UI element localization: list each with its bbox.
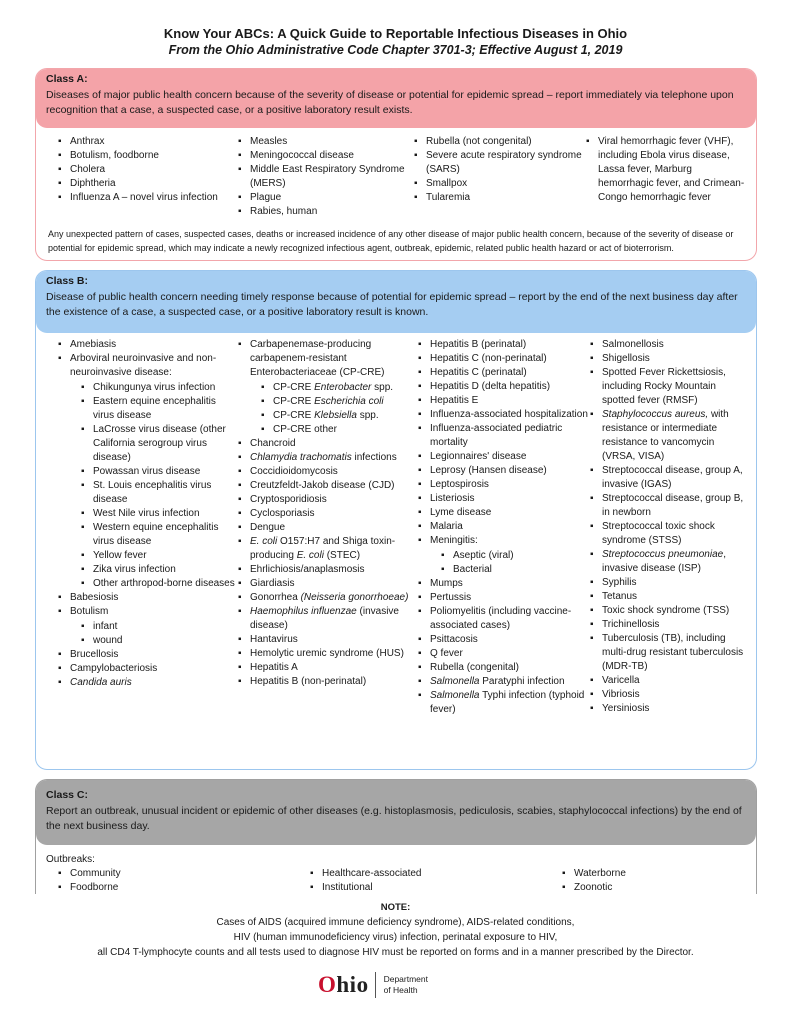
sub-list-item — [250, 395, 418, 409]
list-item: ▪ Hepatitis C (perinatal) — [418, 366, 590, 380]
list-item: ▪ Tularemia — [414, 191, 586, 205]
list-item: ▪ Syphilis — [590, 576, 750, 590]
list-item: ▪ Q fever — [418, 647, 590, 661]
list-item: ▪ Diphtheria — [58, 177, 238, 191]
list-item: ▪ Hepatitis E — [418, 394, 590, 408]
list-item-italic: Candida auris — [70, 677, 132, 688]
list-item-text: Typhi infection (typhoid fever) — [430, 690, 585, 715]
list-item: ▪ Leptospirosis — [418, 478, 590, 492]
sub-list-item: ▪ LaCrosse virus disease (other California serogroup virus disease) — [70, 423, 238, 465]
list-item-text: (STEC) — [323, 550, 361, 561]
sub-item-text: CP-CRE — [273, 382, 315, 393]
list-item: ▪ Cryptosporidiosis — [238, 493, 418, 507]
outbreak-column-2 — [310, 867, 562, 895]
list-item — [58, 352, 238, 591]
list-item: ▪ Listeriosis — [418, 492, 590, 506]
list-item: ▪ Leprosy (Hansen disease) — [418, 464, 590, 478]
list-item: ▪ Community — [58, 867, 310, 881]
sub-list-item: ▪ Aseptic (viral) — [430, 549, 590, 563]
list-item — [238, 451, 418, 465]
list-item: ▪ Foodborne — [58, 881, 310, 895]
class-b-column-2 — [238, 338, 418, 717]
department-line-1: Department — [383, 974, 428, 984]
list-item — [590, 548, 750, 576]
class-b-disease-columns — [58, 338, 750, 717]
list-item-text: infections — [351, 452, 397, 463]
list-item: ▪ Streptococcal toxic shock syndrome (STSS) — [590, 520, 750, 548]
class-b-section — [35, 270, 757, 770]
sub-list-item: ▪ wound — [70, 634, 238, 648]
sub-item-italic: Enterobacter — [314, 382, 372, 393]
note-line: all CD4 T-lymphocyte counts and all tests used to diagnose HIV must be reported on forms and in a manner prescribed by the Director. — [97, 947, 694, 958]
list-item: ▪ Tetanus — [590, 590, 750, 604]
list-item: ▪ Trichinellosis — [590, 618, 750, 632]
department-label — [384, 974, 428, 996]
sub-list-item — [250, 409, 418, 423]
list-item: ▪ Cyclosporiasis — [238, 507, 418, 521]
outbreak-columns — [58, 867, 742, 895]
class-b-column-4 — [590, 338, 750, 717]
list-item: ▪ Shigellosis — [590, 352, 750, 366]
list-item-label: Arboviral neuroinvasive and non-neuroinvasive disease: — [70, 353, 217, 378]
list-item-italic: Salmonella — [430, 690, 480, 701]
ohio-wordmark-rest: hio — [336, 972, 369, 997]
list-item-text: O157:H7 and Shiga toxin-producing — [250, 536, 396, 561]
list-item — [238, 605, 418, 633]
list-item: ▪ Viral hemorrhagic fever (VHF), including Ebola virus disease, Lassa fever, Marburg hemorrhagic fever, and Crimean-Congo hemorrhagic fever — [586, 135, 746, 205]
list-item: ▪ Rabies, human — [238, 205, 414, 219]
list-item: ▪ Hepatitis A — [238, 661, 418, 675]
list-item: ▪ Mumps — [418, 577, 590, 591]
list-item: ▪ Poliomyelitis (including vaccine-associated cases) — [418, 605, 590, 633]
list-item: ▪ Malaria — [418, 520, 590, 534]
list-item-italic: (Neisseria gonorrhoeae) — [300, 592, 409, 603]
class-a-column-2 — [238, 135, 414, 219]
list-item — [58, 676, 238, 690]
list-item: ▪ Hepatitis D (delta hepatitis) — [418, 380, 590, 394]
list-item — [418, 534, 590, 577]
sub-list-item — [250, 381, 418, 395]
list-item: ▪ Psittacosis — [418, 633, 590, 647]
list-item: ▪ Tuberculosis (TB), including multi-drug resistant tuberculosis (MDR-TB) — [590, 632, 750, 674]
list-item — [590, 408, 750, 464]
list-item: ▪ Rubella (congenital) — [418, 661, 590, 675]
list-item: ▪ Toxic shock syndrome (TSS) — [590, 604, 750, 618]
sub-list-item: ▪ infant — [70, 620, 238, 634]
note-line: Cases of AIDS (acquired immune deficiency syndrome), AIDS-related conditions, — [216, 917, 575, 928]
list-item: ▪ Influenza-associated pediatric mortality — [418, 422, 590, 450]
class-a-disease-columns — [58, 135, 746, 219]
class-a-description: Diseases of major public health concern because of the severity of disease or potential for epidemic spread – report immediately via telephone upon recognition that a case, a suspected case, or a positive laboratory result exists. — [46, 89, 734, 116]
list-item: ▪ Creutzfeldt-Jakob disease (CJD) — [238, 479, 418, 493]
list-item-text: (invasive disease) — [250, 606, 399, 631]
sub-list-item: ▪ Chikungunya virus infection — [70, 381, 238, 395]
list-item: ▪ Giardiasis — [238, 577, 418, 591]
list-item — [418, 689, 590, 717]
list-item: ▪ Varicella — [590, 674, 750, 688]
sub-list-item: ▪ Eastern equine encephalitis virus disease — [70, 395, 238, 423]
class-a-column-1 — [58, 135, 238, 219]
class-a-column-4 — [586, 135, 746, 219]
list-item: ▪ Legionnaires' disease — [418, 450, 590, 464]
list-item: ▪ Healthcare-associated — [310, 867, 562, 881]
list-item: ▪ Vibriosis — [590, 688, 750, 702]
list-item-text: Paratyphi infection — [479, 676, 565, 687]
class-a-note: Any unexpected pattern of cases, suspected cases, deaths or increased incidence of any other disease of major public health concern, because of the severity of disease or potential for epidemic spread, which may indicate a newly recognized infectious agent, outbreak, epidemic, related public health hazard or act of bioterrorism. — [48, 229, 734, 253]
list-item: ▪ Spotted Fever Rickettsiosis, including Rocky Mountain spotted fever (RMSF) — [590, 366, 750, 408]
list-item-italic: Chlamydia trachomatis — [250, 452, 352, 463]
outbreaks-label: Outbreaks: — [46, 854, 95, 865]
list-item: ▪ Influenza-associated hospitalization — [418, 408, 590, 422]
list-item: ▪ Rubella (not congenital) — [414, 135, 586, 149]
list-item: ▪ Hepatitis B (perinatal) — [418, 338, 590, 352]
list-item — [238, 591, 418, 605]
ohio-o-mark: O — [318, 972, 337, 997]
list-item: ▪ Hemolytic uremic syndrome (HUS) — [238, 647, 418, 661]
list-item — [58, 605, 238, 648]
list-item: ▪ Hepatitis C (non-perinatal) — [418, 352, 590, 366]
class-a-header — [36, 69, 756, 128]
list-item: ▪ Campylobacteriosis — [58, 662, 238, 676]
class-c-name: Class C: — [46, 789, 89, 801]
list-item — [238, 535, 418, 563]
list-item: ▪ Severe acute respiratory syndrome (SARS) — [414, 149, 586, 177]
list-item — [418, 675, 590, 689]
list-item: ▪ Coccidioidomycosis — [238, 465, 418, 479]
note-line: HIV (human immunodeficiency virus) infection, perinatal exposure to HIV, — [233, 932, 558, 943]
list-item-italic: Streptococcus pneumoniae — [602, 549, 724, 560]
list-item: ▪ Pertussis — [418, 591, 590, 605]
list-item: ▪ Smallpox — [414, 177, 586, 191]
list-item-italic: E. coli — [250, 536, 278, 547]
list-item: ▪ Salmonellosis — [590, 338, 750, 352]
list-item: ▪ Institutional — [310, 881, 562, 895]
sub-list-item: ▪ Powassan virus disease — [70, 465, 238, 479]
sub-item-text: spp. — [371, 382, 394, 393]
list-item: ▪ Measles — [238, 135, 414, 149]
class-a-column-3 — [414, 135, 586, 219]
note-heading: NOTE: — [380, 902, 411, 913]
outbreak-column-1 — [58, 867, 310, 895]
logo-divider — [375, 972, 376, 998]
list-item-label: Carbapenemase-producing carbapenem-resistant Enterobacteriaceae (CP-CRE) — [250, 339, 385, 378]
list-item: ▪ Babesiosis — [58, 591, 238, 605]
sub-item-text: CP-CRE — [273, 410, 315, 421]
class-b-description: Disease of public health concern needing timely response because of potential for epidemic spread – report by the end of the next business day after the existence of a case, a suspected case, or a positive laboratory result is known. — [46, 291, 738, 318]
list-item-text: with resistance or intermediate resistance to vancomycin (VRSA, VISA) — [602, 409, 729, 462]
list-item-text: , invasive disease (ISP) — [602, 549, 726, 574]
list-item: ▪ Streptococcal disease, group B, in newborn — [590, 492, 750, 520]
class-b-name: Class B: — [46, 275, 89, 287]
sub-list-item: ▪ Yellow fever — [70, 549, 238, 563]
page-title: Know Your ABCs: A Quick Guide to Reportable Infectious Diseases in Ohio — [163, 26, 628, 41]
list-item-italic: Staphylococcus aureus, — [602, 409, 709, 420]
sub-item-italic: Klebsiella — [314, 410, 357, 421]
list-item: ▪ Dengue — [238, 521, 418, 535]
list-item: ▪ Brucellosis — [58, 648, 238, 662]
list-item: ▪ Meningococcal disease — [238, 149, 414, 163]
sub-list-item: ▪ Other arthropod-borne diseases — [70, 577, 238, 591]
list-item-text: Gonorrhea — [250, 592, 301, 603]
sub-list-item: ▪ West Nile virus infection — [70, 507, 238, 521]
sub-list-item: ▪ Western equine encephalitis virus disease — [70, 521, 238, 549]
class-b-column-1 — [58, 338, 238, 717]
list-item: ▪ Zoonotic — [562, 881, 742, 895]
list-item — [238, 338, 418, 437]
sub-item-italic: Escherichia coli — [314, 396, 384, 407]
class-a-name: Class A: — [46, 73, 88, 85]
sub-item-text: CP-CRE — [273, 396, 315, 407]
list-item: ▪ Hantavirus — [238, 633, 418, 647]
list-item: ▪ Anthrax — [58, 135, 238, 149]
ohio-wordmark — [318, 972, 369, 998]
sub-item-text: spp. — [356, 410, 379, 421]
list-item: ▪ Amebiasis — [58, 338, 238, 352]
sub-item-text: CP-CRE other — [273, 424, 337, 435]
list-item-label: Botulism — [70, 606, 109, 617]
class-a-section — [35, 68, 757, 261]
list-item: ▪ Yersiniosis — [590, 702, 750, 716]
page-subtitle: From the Ohio Administrative Code Chapter 3701-3; Effective August 1, 2019 — [168, 43, 623, 57]
list-item: ▪ Plague — [238, 191, 414, 205]
list-item-italic: Salmonella — [430, 676, 480, 687]
list-item-italic: Haemophilus influenzae — [250, 606, 357, 617]
outbreak-column-3 — [562, 867, 742, 895]
class-b-column-3 — [418, 338, 590, 717]
list-item: ▪ Ehrlichiosis/anaplasmosis — [238, 563, 418, 577]
class-b-header — [36, 271, 756, 333]
sub-list-item: ▪ St. Louis encephalitis virus disease — [70, 479, 238, 507]
class-c-section — [35, 779, 757, 894]
list-item: ▪ Chancroid — [238, 437, 418, 451]
list-item: ▪ Lyme disease — [418, 506, 590, 520]
list-item-label: Meningitis: — [430, 535, 478, 546]
list-item: ▪ Middle East Respiratory Syndrome (MERS) — [238, 163, 414, 191]
list-item: ▪ Waterborne — [562, 867, 742, 881]
department-line-2: of Health — [383, 985, 418, 995]
sub-list-item: ▪ Zika virus infection — [70, 563, 238, 577]
class-c-description: Report an outbreak, unusual incident or epidemic of other diseases (e.g. histoplasmosis, pediculosis, scabies, staphylococcal infections) by the end of the next business day. — [46, 805, 742, 832]
class-c-header — [36, 780, 756, 845]
ohio-department-of-health-logo — [318, 970, 428, 1000]
list-item-italic: E. coli — [296, 550, 324, 561]
list-item: ▪ Botulism, foodborne — [58, 149, 238, 163]
list-item: ▪ Influenza A – novel virus infection — [58, 191, 238, 205]
list-item: ▪ Cholera — [58, 163, 238, 177]
sub-list-item: ▪ Bacterial — [430, 563, 590, 577]
list-item: ▪ Streptococcal disease, group A, invasive (IGAS) — [590, 464, 750, 492]
sub-list-item — [250, 423, 418, 437]
list-item: ▪ Hepatitis B (non-perinatal) — [238, 675, 418, 689]
